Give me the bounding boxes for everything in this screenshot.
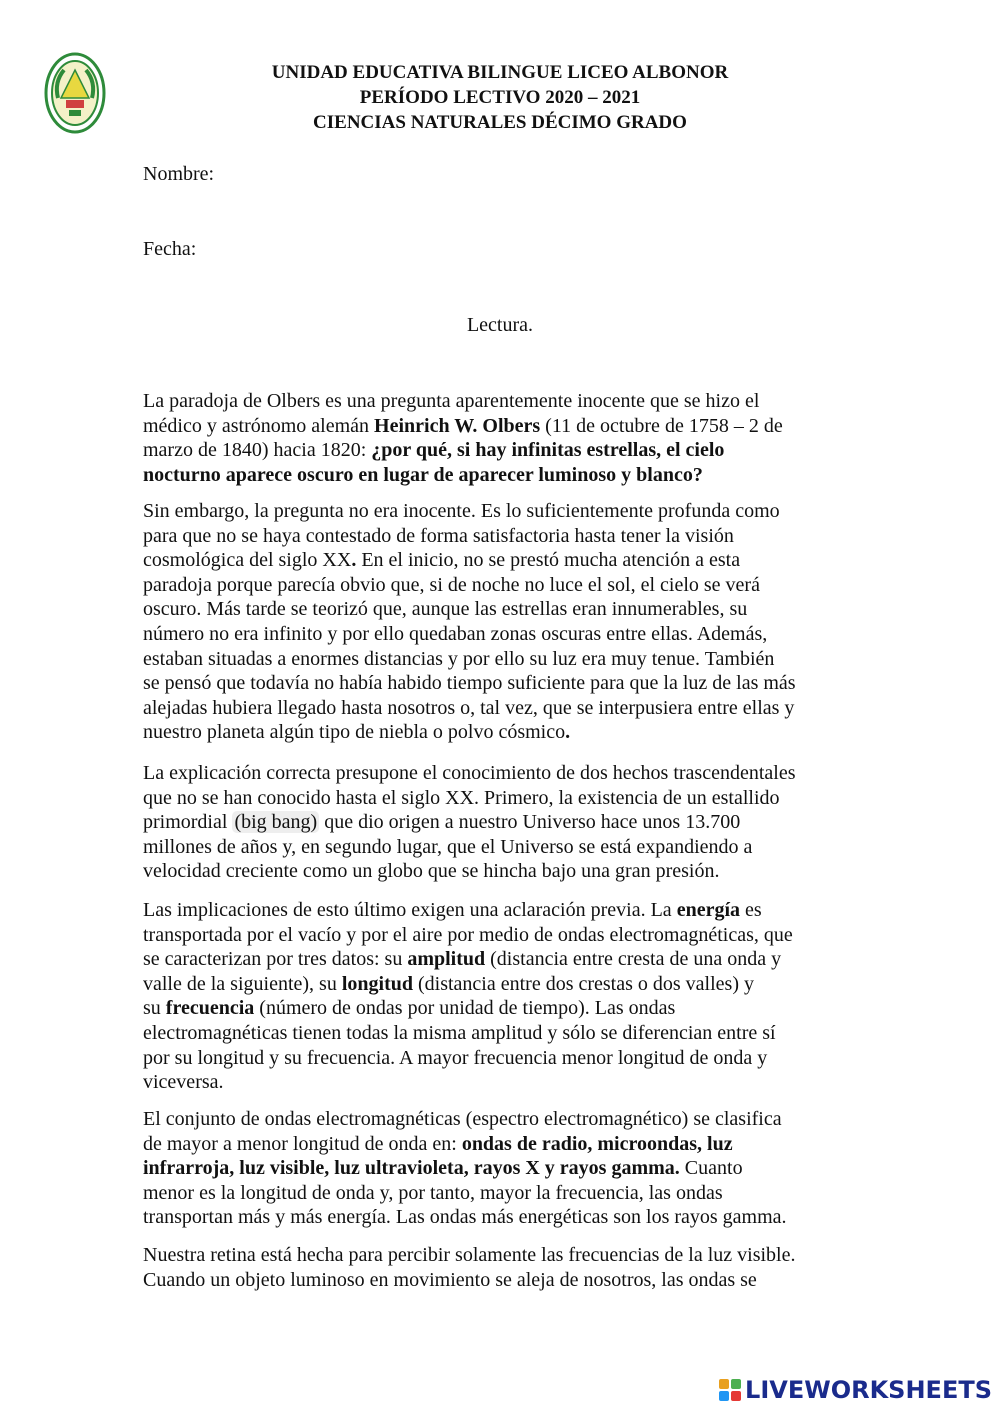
text-line: La explicación correcta presupone el conocimiento de dos hechos trascendentales xyxy=(143,762,796,784)
text-line: oscuro. Más tarde se teorizó que, aunque las estrellas eran innumerables, su xyxy=(143,598,748,621)
text-line: velocidad creciente como un globo que se hincha bajo una gran presión. xyxy=(143,860,720,883)
text-line: millones de años y, en segundo lugar, que el Universo se está expandiendo a xyxy=(143,835,753,858)
school-crest-icon xyxy=(44,52,106,134)
text-line: cosmológica del siglo XX. En el inicio, no se prestó mucha atención a esta xyxy=(143,549,741,572)
reading-title: Lectura. xyxy=(466,314,534,336)
text-line: Nuestra retina está hecha para percibir solamente las frecuencias de la luz visible. xyxy=(143,1244,796,1266)
text-line: para que no se haya contestado de forma satisfactoria hasta tener la visión xyxy=(143,524,734,547)
text-line: La paradoja de Olbers es una pregunta aparentemente inocente que se hizo el xyxy=(143,390,760,412)
text-line: se pensó que todavía no había habido tiempo suficiente para que la luz de las más xyxy=(143,672,796,695)
text-line: transportada por el vacío y por el aire por medio de ondas electromagnéticas, que xyxy=(143,923,793,946)
course-name: CIENCIAS NATURALES DÉCIMO GRADO xyxy=(313,112,687,133)
text-line: de mayor a menor longitud de onda en: ondas de radio, microondas, luz xyxy=(143,1132,733,1155)
text-line: transportan más y más energía. Las ondas más energéticas son los rayos gamma. xyxy=(143,1206,787,1229)
text-line: nuestro planeta algún tipo de niebla o polvo cósmico. xyxy=(143,721,571,744)
paragraph-4 xyxy=(143,898,863,1095)
text-line: que no se han conocido hasta el siglo XX. Primero, la existencia de un estallido xyxy=(143,786,780,809)
text-line: médico y astrónomo alemán Heinrich W. Olbers (11 de octubre de 1758 – 2 de xyxy=(143,414,783,437)
text-line: nocturno aparece oscuro en lugar de aparecer luminoso y blanco? xyxy=(143,463,703,486)
paragraph-3 xyxy=(143,761,863,884)
text-line: paradoja porque parecía obvio que, si de noche no luce el sol, el cielo se verá xyxy=(143,573,760,596)
paragraph-1 xyxy=(143,389,863,487)
nombre-label: Nombre: xyxy=(143,163,215,185)
text-line: El conjunto de ondas electromagnéticas (espectro electromagnético) se clasifica xyxy=(143,1108,782,1130)
text-line: número no era infinito y por ello quedaban zonas oscuras entre ellas. Además, xyxy=(143,622,768,645)
text-line: Cuando un objeto luminoso en movimiento se aleja de nosotros, las ondas se xyxy=(143,1268,757,1291)
liveworksheets-text: LIVEWORKSHEETS xyxy=(745,1376,992,1404)
text-line: infrarroja, luz visible, luz ultravioleta, rayos X y rayos gamma. Cuanto xyxy=(143,1157,743,1180)
text-line: valle de la siguiente), su longitud (distancia entre dos crestas o dos valles) y xyxy=(143,972,754,995)
text-line: estaban situadas a enormes distancias y por ello su luz era muy tenue. También xyxy=(143,647,775,670)
text-line: Las implicaciones de esto último exigen una aclaración previa. La energía es xyxy=(143,899,762,921)
text-line: menor es la longitud de onda y, por tanto, mayor la frecuencia, las ondas xyxy=(143,1181,723,1204)
text-line: primordial (big bang) que dio origen a nuestro Universo hace unos 13.700 xyxy=(143,811,741,834)
paragraph-2 xyxy=(143,499,863,745)
liveworksheets-logo-icon xyxy=(718,1378,742,1402)
fecha-label: Fecha: xyxy=(143,238,197,260)
liveworksheets-watermark[interactable] xyxy=(718,1375,992,1405)
document-header xyxy=(200,60,800,135)
paragraph-6 xyxy=(143,1243,863,1292)
text-line: marzo de 1840) hacia 1820: ¿por qué, si hay infinitas estrellas, el cielo xyxy=(143,439,725,462)
school-period: PERÍODO LECTIVO 2020 – 2021 xyxy=(359,87,641,108)
text-line: electromagnéticas tienen todas la misma amplitud y sólo se diferencian entre sí xyxy=(143,1021,776,1044)
text-line: su frecuencia (número de ondas por unidad de tiempo). Las ondas xyxy=(143,997,676,1020)
paragraph-5 xyxy=(143,1107,863,1230)
text-line: alejadas hubiera llegado hasta nosotros o, tal vez, que se interpusiera entre ellas y xyxy=(143,696,795,719)
text-line: viceversa. xyxy=(143,1071,224,1094)
text-line: se caracterizan por tres datos: su amplitud (distancia entre cresta de una onda y xyxy=(143,948,782,971)
big-bang-highlight: (big bang) xyxy=(234,811,318,834)
text-line: por su longitud y su frecuencia. A mayor frecuencia menor longitud de onda y xyxy=(143,1046,768,1069)
text-line: Sin embargo, la pregunta no era inocente. Es lo suficientemente profunda como xyxy=(143,500,780,522)
school-name: UNIDAD EDUCATIVA BILINGUE LICEO ALBONOR xyxy=(271,62,729,83)
